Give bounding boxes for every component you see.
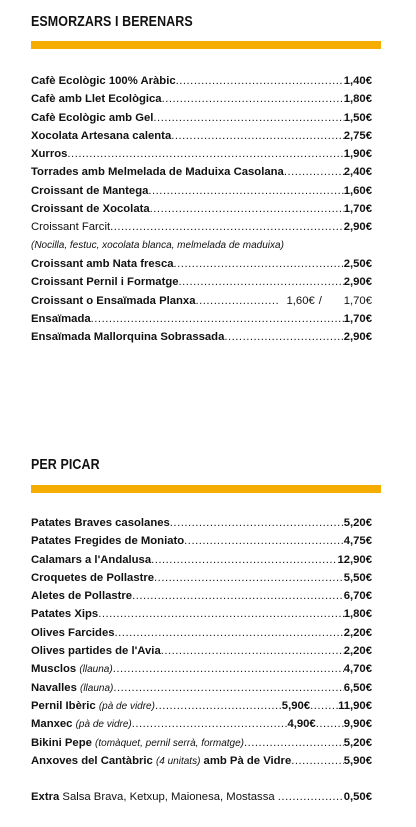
menu-item xyxy=(31,145,372,163)
item-name: Cafè Ecològic 100% Aràbic xyxy=(31,75,176,87)
item-price: 1,40€ xyxy=(343,75,372,87)
menu-item xyxy=(31,328,372,346)
leader-dots xyxy=(196,292,278,310)
menu-item xyxy=(31,660,372,678)
item-price: 1,80€ xyxy=(343,93,372,106)
item-price: 4,75€ xyxy=(343,535,372,548)
menu-item xyxy=(31,788,372,806)
leader-dots xyxy=(244,734,344,752)
item-price: 5,20€ xyxy=(343,736,372,749)
extra-line xyxy=(31,788,372,806)
menu-item xyxy=(31,163,372,181)
item-price: 12,90€ xyxy=(337,553,372,566)
extra-label: Extra xyxy=(31,791,60,803)
item-price: 1,70€ xyxy=(343,312,372,325)
item-name: Cafè Ecològic amb Gel xyxy=(31,111,154,124)
leader-dots xyxy=(170,514,344,532)
leader-dots xyxy=(161,642,344,660)
leader-dots xyxy=(150,200,344,218)
item-price-small: 1,60€ xyxy=(286,294,315,307)
menu-list-per-picar xyxy=(31,514,372,770)
menu-item xyxy=(31,715,372,733)
item-price: 1,70€ xyxy=(343,203,372,216)
leader-dots xyxy=(113,679,343,697)
leader-dots xyxy=(291,752,343,770)
menu-item xyxy=(31,752,372,770)
item-name: Ensaïmada xyxy=(31,312,91,325)
menu-item xyxy=(31,218,372,236)
item-price: 11,90€ xyxy=(338,699,372,712)
item-name: Aletes de Pollastre xyxy=(31,590,133,603)
leader-dots xyxy=(316,715,344,733)
menu-item xyxy=(31,642,372,660)
leader-dots xyxy=(184,532,344,550)
menu-item xyxy=(31,109,372,127)
menu-item xyxy=(31,587,372,605)
item-name: Croissant de Xocolata xyxy=(31,203,150,216)
item-name: Patates Xips xyxy=(31,608,99,621)
item-price: 2,90€ xyxy=(343,221,372,234)
item-name: Croissant Pernil i Formatge xyxy=(31,276,179,289)
menu-item xyxy=(31,551,372,569)
leader-dots xyxy=(176,72,344,90)
item-name: Olives partides de l'Avia xyxy=(31,645,161,658)
item-price: 2,20€ xyxy=(343,645,372,658)
item-price: 2,90€ xyxy=(343,331,372,344)
leader-dots xyxy=(98,605,344,623)
item-note: (Nocilla, festuc, xocolata blanca, melmelada de maduixa) xyxy=(31,239,284,251)
menu-item xyxy=(31,605,372,623)
item-name: Croissant o Ensaïmada Planxa xyxy=(31,294,196,307)
item-name: Calamars a l'Andalusa xyxy=(31,553,152,566)
section-title-esmorzars: ESMORZARS I BERENARS xyxy=(31,14,193,30)
leader-dots xyxy=(155,697,282,715)
item-price: 9,90€ xyxy=(343,718,372,731)
accent-bar xyxy=(31,41,381,49)
menu-item xyxy=(31,734,372,752)
item-price: 2,40€ xyxy=(343,166,372,179)
item-price: 0,50€ xyxy=(343,791,372,803)
leader-dots xyxy=(132,715,288,733)
item-price: 1,60€ xyxy=(343,184,372,197)
item-name: Patates Fregides de Moniato xyxy=(31,535,185,548)
leader-dots xyxy=(310,697,338,715)
item-name: Torrades amb Melmelada de Maduixa Casolana xyxy=(31,166,284,179)
item-price: 5,50€ xyxy=(343,571,372,584)
item-price: 4,70€ xyxy=(343,663,372,676)
item-price: 6,50€ xyxy=(343,681,372,694)
item-name: Croquetes de Pollastre xyxy=(31,571,155,584)
item-price: 2,75€ xyxy=(343,129,372,142)
item-name: Cafè amb Llet Ecològica xyxy=(31,93,162,106)
item-price: 1,50€ xyxy=(343,111,372,124)
item-subnote: (pà de vidre) xyxy=(98,700,155,712)
item-name: Croissant de Mantega xyxy=(31,184,149,197)
menu-item xyxy=(31,255,372,273)
extra-text: Salsa Brava, Ketxup, Maionesa, Mostassa xyxy=(62,791,275,803)
accent-bar xyxy=(31,485,381,493)
leader-dots xyxy=(174,255,344,273)
menu-item xyxy=(31,273,372,291)
menu-item xyxy=(31,697,372,715)
item-name-suffix: amb Pà de Vidre xyxy=(203,754,292,767)
item-subnote: (tomàquet, pernil serrà, formatge) xyxy=(95,737,244,749)
item-name: Patates Braves casolanes xyxy=(31,517,170,529)
item-price: 1,90€ xyxy=(343,148,372,161)
item-price: 2,20€ xyxy=(343,626,372,639)
leader-dots xyxy=(151,551,337,569)
item-name: Xocolata Artesana calenta xyxy=(31,129,172,142)
menu-item xyxy=(31,532,372,550)
leader-dots xyxy=(153,109,343,127)
item-name: Xurros xyxy=(31,148,68,161)
leader-dots xyxy=(148,182,343,200)
item-name: Navalles xyxy=(31,681,77,694)
menu-item xyxy=(31,90,372,108)
item-price: 2,90€ xyxy=(343,276,372,289)
price-separator: / xyxy=(318,294,322,307)
leader-dots xyxy=(162,90,344,108)
leader-dots xyxy=(171,127,343,145)
leader-dots xyxy=(115,624,344,642)
item-name: Manxec xyxy=(31,718,73,731)
item-name: Musclos xyxy=(31,663,77,676)
leader-dots xyxy=(224,328,343,346)
item-price: 1,70€ xyxy=(343,294,372,307)
menu-item xyxy=(31,310,372,328)
menu-item xyxy=(31,127,372,145)
menu-list-esmorzars xyxy=(31,72,372,346)
leader-dots xyxy=(91,310,344,328)
leader-dots xyxy=(132,587,344,605)
item-name: Croissant Farcit xyxy=(31,221,111,234)
item-name: Anxoves del Cantàbric xyxy=(31,754,153,767)
item-name: Bikini Pepe xyxy=(31,736,92,749)
menu-item xyxy=(31,182,372,200)
menu-item xyxy=(31,292,372,310)
leader-dots xyxy=(113,660,344,678)
item-subnote: (llauna) xyxy=(79,664,113,676)
menu-item xyxy=(31,679,372,697)
menu-item xyxy=(31,569,372,587)
item-price: 2,50€ xyxy=(343,257,372,270)
leader-dots xyxy=(284,163,344,181)
item-name: Olives Farcides xyxy=(31,626,115,639)
item-subnote: (4 unitats) xyxy=(155,755,201,767)
item-name: Croissant amb Nata fresca xyxy=(31,257,174,270)
leader-dots xyxy=(67,145,343,163)
section-title-per-picar: PER PICAR xyxy=(31,457,100,473)
item-price: 5,20€ xyxy=(343,517,372,529)
item-subnote: (pà de vidre) xyxy=(75,719,132,731)
item-price: 6,70€ xyxy=(343,590,372,603)
leader-dots xyxy=(154,569,344,587)
leader-dots xyxy=(179,273,344,291)
item-subnote: (llauna) xyxy=(80,682,114,694)
menu-item xyxy=(31,514,372,532)
leader-dots xyxy=(278,788,344,806)
item-price: 1,80€ xyxy=(343,608,372,621)
item-price: 5,90€ xyxy=(343,754,372,767)
item-price-small: 4,90€ xyxy=(287,718,316,731)
menu-item xyxy=(31,72,372,90)
menu-item xyxy=(31,624,372,642)
item-price-small: 5,90€ xyxy=(281,699,311,712)
leader-dots xyxy=(110,218,344,236)
menu-item xyxy=(31,200,372,218)
item-name: Ensaïmada Mallorquina Sobrassada xyxy=(31,331,225,344)
item-name: Pernil Ibèric xyxy=(31,699,96,712)
